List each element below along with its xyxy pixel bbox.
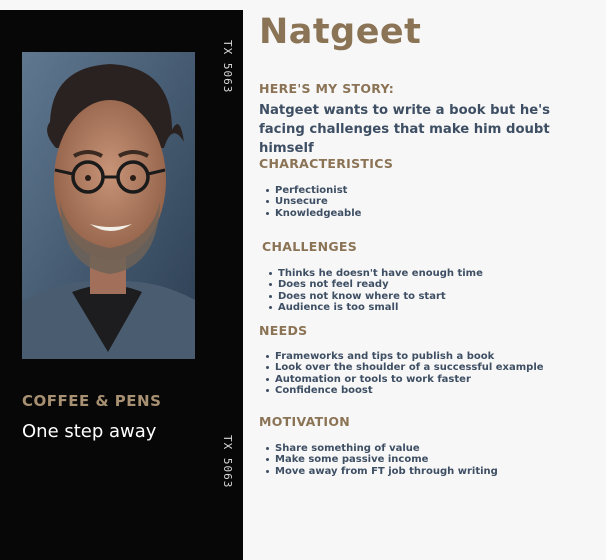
characteristics-heading: CHARACTERISTICS [259, 156, 394, 171]
list-item: Make some passive income [265, 454, 498, 465]
challenges-list [268, 268, 483, 313]
motivation-list [265, 443, 498, 477]
list-item: Thinks he doesn't have enough time [268, 268, 483, 279]
list-item: Knowledgeable [265, 208, 361, 219]
brand-name: COFFEE & PENS [22, 392, 162, 410]
needs-heading: NEEDS [259, 323, 308, 338]
persona-photo [22, 52, 195, 359]
needs-list [265, 351, 544, 396]
story-heading: HERE'S MY STORY: [259, 81, 395, 96]
motivation-heading: MOTIVATION [259, 414, 351, 429]
film-strip [208, 10, 236, 560]
characteristics-list [265, 185, 361, 219]
list-item: Does not know where to start [268, 291, 483, 302]
right-panel [243, 0, 606, 560]
film-code-bottom: TX 5063 [221, 435, 234, 489]
list-item: Perfectionist [265, 185, 361, 196]
list-item: Share something of value [265, 443, 498, 454]
list-item: Frameworks and tips to publish a book [265, 351, 544, 362]
list-item: Unsecure [265, 196, 361, 207]
story-text: Natgeet wants to write a book but he's facing challenges that make him doubt himself [259, 103, 551, 156]
list-item: Confidence boost [265, 385, 544, 396]
film-code-top: TX 5063 [221, 40, 234, 94]
tagline: One step away [22, 421, 157, 442]
list-item: Does not feel ready [268, 279, 483, 290]
challenges-heading: CHALLENGES [262, 239, 358, 254]
persona-portrait-image [22, 52, 195, 359]
list-item: Move away from FT job through writing [265, 466, 498, 477]
list-item: Audience is too small [268, 302, 483, 313]
persona-name: Natgeet [259, 12, 422, 52]
list-item: Automation or tools to work faster [265, 374, 544, 385]
list-item: Look over the shoulder of a successful example [265, 362, 544, 373]
